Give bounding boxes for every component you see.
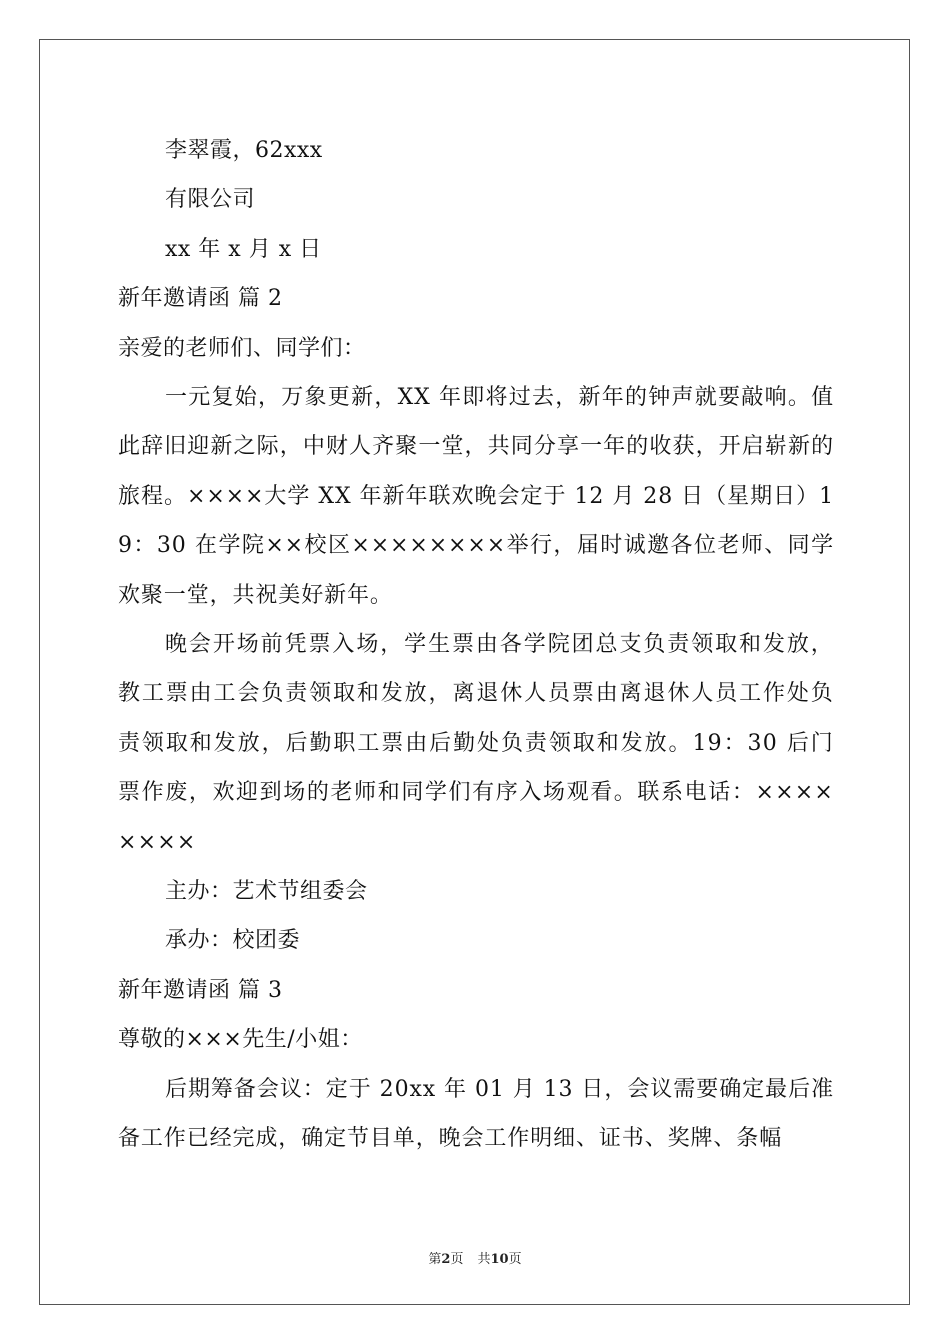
paragraph-2-1: 一元复始，万象更新，XX 年即将过去，新年的钟声就要敲响。值此辞旧迎新之际，中财人齐聚一堂，共同分享一年的收获，开启崭新的旅程。××××大学 XX 年新年联欢晚会定于 12 月 28 日（星期日）19：30 在学院××校区××××××××举行，届时诚邀各位老师、同学欢聚一堂，共祝美好新年。 [118,384,834,608]
page-footer [0,1248,950,1267]
section-heading-2: 新年邀请函 篇 2 [118,286,283,312]
page-current: 2 [441,1252,451,1267]
paragraph-2-2: 晚会开场前凭票入场，学生票由各学院团总支负责领取和发放，教工票由工会负责领取和发放，离退休人员票由离退休人员工作处负责领取和发放，后勤职工票由后勤处负责领取和发放。19：30 后门票作废，欢迎到场的老师和同学们有序入场观看。联系电话：×××××××× [118,631,834,855]
document-body [118,126,834,1163]
section-heading-3: 新年邀请函 篇 3 [118,977,283,1003]
page-prefix: 第 [428,1252,442,1267]
total-pages: 10 [490,1252,509,1267]
signoff-company: 有限公司 [165,187,256,213]
total-prefix: 共 [477,1252,491,1267]
page-suffix: 页 [450,1252,464,1267]
signoff-contact: 李翠霞，62xxx [165,138,323,163]
co-organizer: 承办：校团委 [165,928,301,954]
total-suffix: 页 [508,1252,522,1267]
organizer: 主办：艺术节组委会 [165,879,368,905]
salutation-2: 亲爱的老师们、同学们： [118,335,366,361]
salutation-3: 尊敬的×××先生/小姐： [118,1027,363,1053]
signoff-date: xx 年 x 月 x 日 [165,236,322,262]
paragraph-3-1: 后期筹备会议：定于 20xx 年 01 月 13 日，会议需要确定最后准备工作已经完成，确定节目单，晚会工作明细、证书、奖牌、条幅 [118,1076,834,1151]
